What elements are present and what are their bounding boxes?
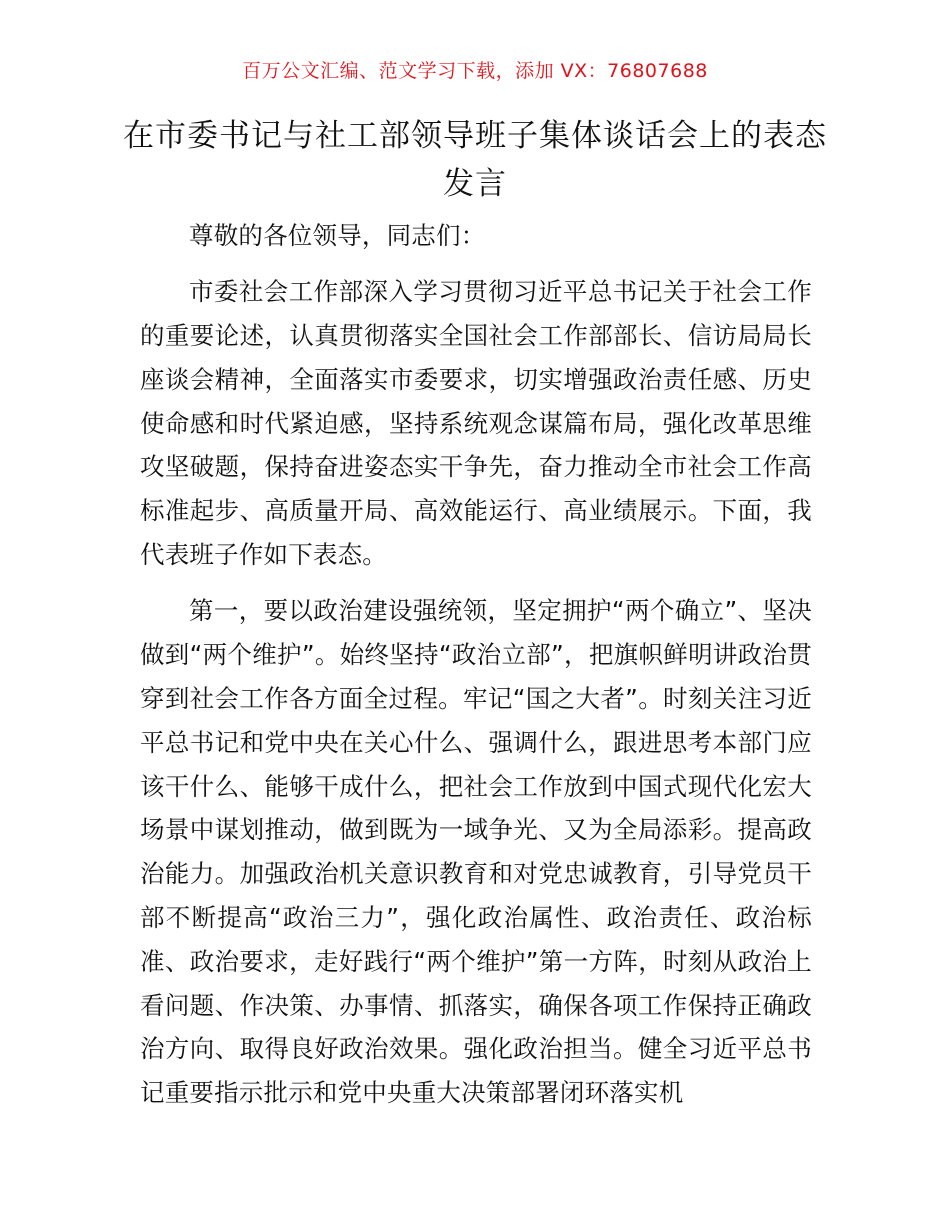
- paragraph-intro: 市委社会工作部深入学习贯彻习近平总书记关于社会工作的重要论述，认真贯彻落实全国社会工作部部长、信访局局长座谈会精神，全面落实市委要求，切实增强政治责任感、历史使命感和时代紧迫感，坚持系统观念谋篇布局，强化改革思维攻坚破题，保持奋进姿态实干争先，奋力推动全市社会工作高标准起步、高质量开局、高效能运行、高业绩展示。下面，我代表班子作如下表态。: [140, 277, 812, 570]
- document-title: 在市委书记与社工部领导班子集体谈话会上的表态发言: [123, 118, 827, 202]
- header-watermark-note: 百万公文汇编、范文学习下载，添加 VX：76807688: [242, 60, 708, 82]
- salutation: 尊敬的各位领导，同志们：: [189, 221, 486, 250]
- paragraph-first-point: 第一，要以政治建设强统领，坚定拥护“两个确立”、坚决做到“两个维护”。始终坚持“政治立部”，把旗帜鲜明讲政治贯穿到社会工作各方面全过程。牢记“国之大者”。时刻关注习近平总书记和党中央在关心什么、强调什么，跟进思考本部门应该干什么、能够干成什么，把社会工作放到中国式现代化宏大场景中谋划推动，做到既为一域争光、又为全局添彩。提高政治能力。加强政治机关意识教育和对党忠诚教育，引导党员干部不断提高“政治三力”，强化政治属性、政治责任、政治标准、政治要求，走好践行“两个维护”第一方阵，时刻从政治上看问题、作决策、办事情、抓落实，确保各项工作保持正确政治方向、取得良好政治效果。强化政治担当。健全习近平总书记重要指示批示和党中央重大决策部署闭环落实机: [140, 596, 812, 1108]
- document-body: [140, 214, 812, 1127]
